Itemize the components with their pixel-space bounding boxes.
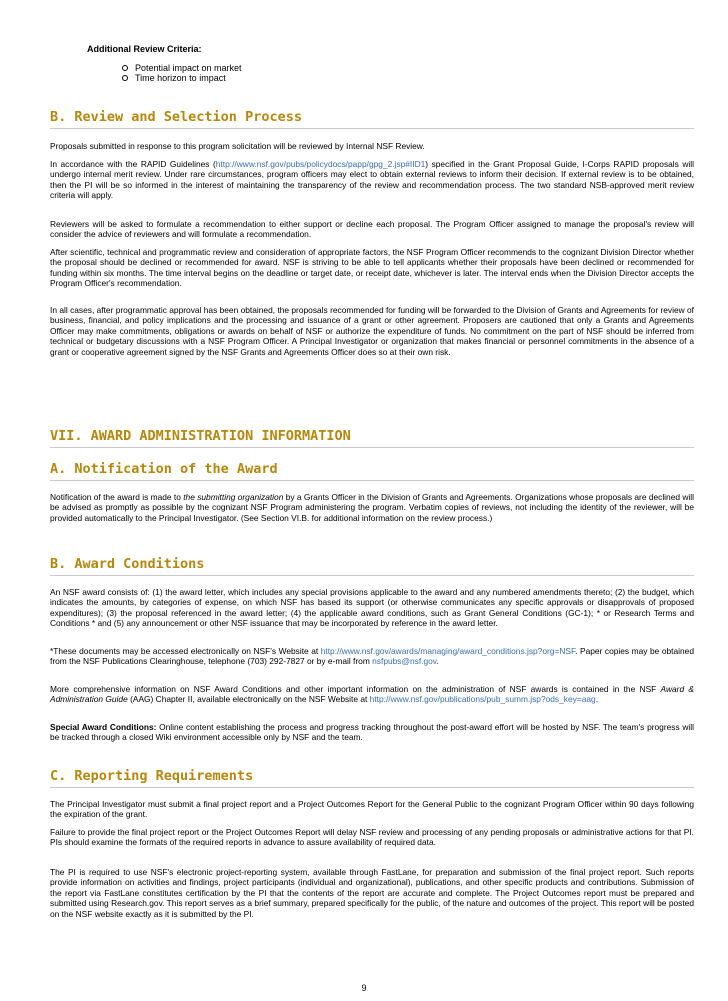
paragraph: The PI is required to use NSF's electronic project-reporting system, available through FastLane, for preparation and submission of the final project report. Such reports provide information on activities and findings, project participants (individual and organizational), publications, and other specific products and contributions. Submission of the report via FastLane constitutes certification by the PI that the contents of the report are accurate and complete. The Project Outcomes report must be prepared and submitted using Research.gov. This report serves as a brief summary, prepared specifically for the public, of the nature and outcomes of the project. This report will be posted on the NSF website exactly as it is submitted by the PI. [50,867,694,919]
page-number: 9 [361,983,367,993]
aag-link[interactable]: http://www.nsf.gov/publications/pub_summ.jsp?ods_key=aag [369,694,596,705]
paragraph: In all cases, after programmatic approval has been obtained, the proposals recommended for funding will be forwarded to the Division of Grants and Agreements for review of business, financial, and policy implications and the processing and issuance of a grant or other agreement. Proposers are cautioned that only a Grants and Agreements Officer may make commitments, obligations or awards on behalf of NSF or authorize the expenditure of funds. No commitment on the part of NSF should be inferred from technical or budgetary discussions with a NSF Program Officer. A Principal Investigator or organization that makes financial or personnel commitments in the absence of a grant or cooperative agreement signed by the NSF Grants and Agreements Officer does so at their own risk. [50,305,694,357]
rapid-guidelines-link[interactable]: http://www.nsf.gov/pubs/policydocs/papp/gpg_2.jsp#IID1 [215,159,426,169]
paragraph: *These documents may be accessed electronically on NSF's Website at http://www.nsf.gov/awards/managing/award_conditions.jsp?org=NSF. Paper copies may be obtained from the NSF Publications Clearinghouse, telephone (703) 292-7827 or by e-mail from nsfpubs@nsf.gov. [50,646,694,667]
award-administration-heading: VII. AWARD ADMINISTRATION INFORMATION [50,428,694,448]
award-conditions-heading: B. Award Conditions [50,556,694,576]
paragraph: Notification of the award is made to the submitting organization by a Grants Officer in the Division of Grants and Agreements. Organizations whose proposals are declined will be advised as promptly as possible by the cognizant NSF Program administering the program. Verbatim copies of reviews, not including the identity of the reviewer, will be provided automatically to the Principal Investigator. (See Section VI.B. for additional information on the review process.) [50,492,694,523]
criteria-label: Additional Review Criteria: [87,44,202,54]
paragraph: After scientific, technical and programmatic review and consideration of appropriate factors, the NSF Program Officer recommends to the cognizant Division Director whether the proposal should be declined or recommended for award. NSF is striving to be able to tell applicants whether their proposals have been declined or recommended for funding within six months. The time interval begins on the deadline or target date, or receipt date, whichever is later. The interval ends when the Division Director accepts the Program Officer's recommendation. [50,247,694,289]
paragraph: More comprehensive information on NSF Award Conditions and other important information on the administration of NSF awards is contained in the NSF Award & Administration Guide (AAG) Chapter II, available electronically on the NSF Website at http://www.nsf.gov/publications/pub_summ.jsp?ods_key=aag. [50,684,694,705]
paragraph: Special Award Conditions: Online content establishing the process and progress tracking throughout the post-award effort will be hosted by NSF. The team's progress will be tracked through a closed Wiki environment accessible only by NSF and the team. [50,722,694,743]
reporting-heading: C. Reporting Requirements [50,768,694,788]
nsfpubs-email-link[interactable]: nsfpubs@nsf.gov [372,656,437,667]
circle-bullet-icon [122,75,128,81]
list-item: Potential impact on market [122,63,242,73]
paragraph: Proposals submitted in response to this program solicitation will be reviewed by Internal NSF Review. [50,141,425,151]
paragraph: In accordance with the RAPID Guidelines (http://www.nsf.gov/pubs/policydocs/papp/gpg_2.jsp#IID1) specified in the Grant Proposal Guide, I-Corps RAPID proposals will undergo internal merit review. Under rare circumstances, program officers may elect to obtain external reviews to inform their decision. If external review is to be obtained, then the PI will be so informed in the interest of maintaining the transparency of the review and recommendation process. The two standard NSB-approved merit review criteria will apply. [50,159,694,201]
notification-heading: A. Notification of the Award [50,461,694,481]
paragraph: Failure to provide the final project report or the Project Outcomes Report will delay NSF review and processing of any pending proposals or administrative actions for that PI. PIs should examine the formats of the required reports in advance to assure availability of required data. [50,827,694,848]
list-item: Time horizon to impact [122,73,242,83]
circle-bullet-icon [122,65,128,71]
paragraph: The Principal Investigator must submit a final project report and a Project Outcomes Report for the General Public to the cognizant Program Officer within 90 days following the expiration of the grant. [50,799,694,820]
criteria-list [122,63,242,83]
paragraph: An NSF award consists of: (1) the award letter, which includes any special provisions applicable to the award and any numbered amendments thereto; (2) the budget, which indicates the amounts, by categories of expense, on which NSF has based its support (or otherwise communicates any specific approvals or disapprovals of proposed expenditures); (3) the proposal referenced in the award letter; (4) the applicable award conditions, such as Grant General Conditions (GC-1); * or Research Terms and Conditions * and (5) any announcement or other NSF issuance that may be incorporated by reference in the award letter. [50,587,694,629]
review-heading: B. Review and Selection Process [50,109,694,129]
award-conditions-link[interactable]: http://www.nsf.gov/awards/managing/award_conditions.jsp?org=NSF [320,646,576,656]
paragraph: Reviewers will be asked to formulate a recommendation to either support or decline each proposal. The Program Officer assigned to manage the proposal's review will consider the advice of reviewers and will formulate a recommendation. [50,219,694,240]
